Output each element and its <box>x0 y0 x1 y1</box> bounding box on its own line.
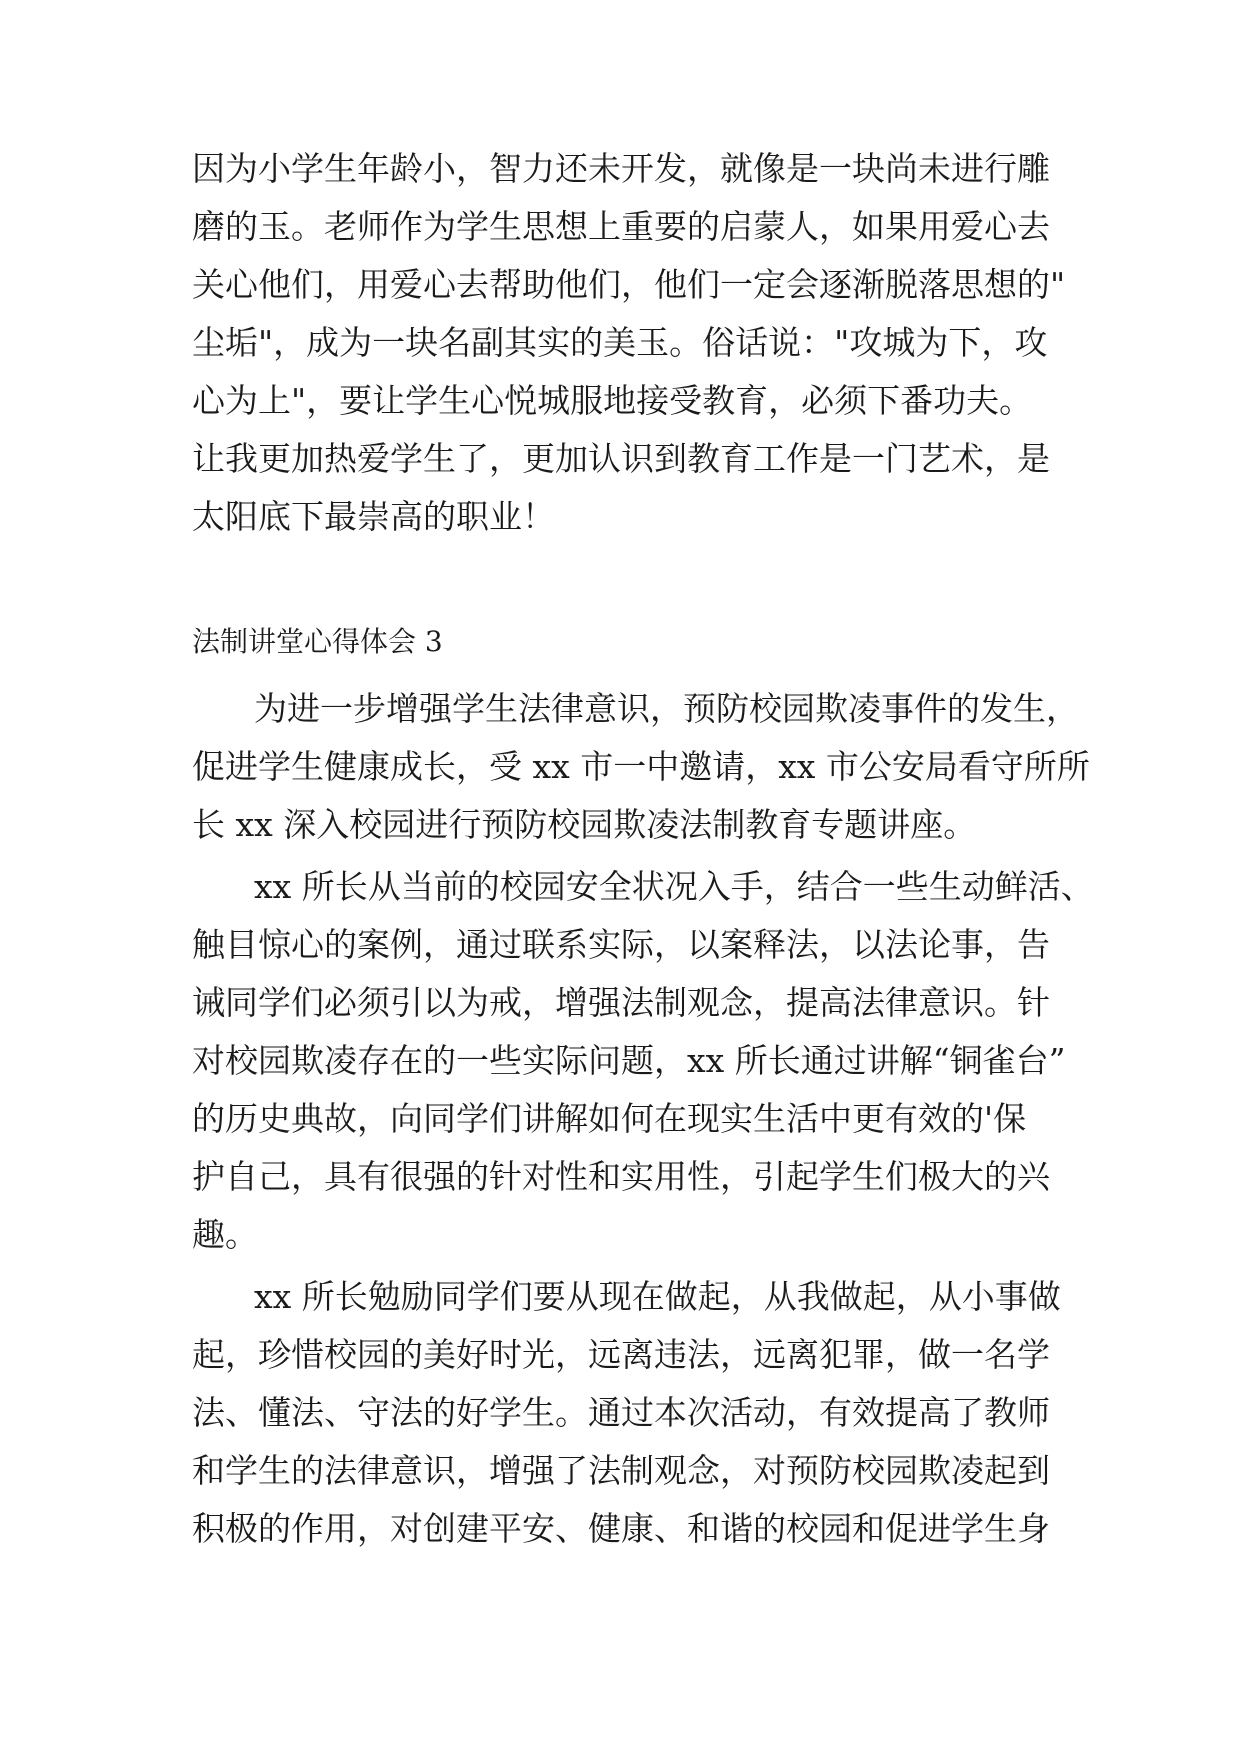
text-line: xx 所长勉励同学们要从现在做起，从我做起，从小事做 <box>254 1277 1061 1316</box>
text-line: 诫同学们必须引以为戒，增强法制观念，提高法律意识。针 <box>192 983 1050 1022</box>
text-line: 让我更加热爱学生了，更加认识到教育工作是一门艺术，是 <box>192 439 1050 478</box>
text-line: 为进一步增强学生法律意识，预防校园欺凌事件的发生， <box>254 689 1079 728</box>
text-line: 起，珍惜校园的美好时光，远离违法，远离犯罪，做一名学 <box>192 1335 1050 1374</box>
text-line: 积极的作用，对创建平安、健康、和谐的校园和促进学生身 <box>192 1509 1050 1548</box>
text-line: 关心他们，用爱心去帮助他们，他们一定会逐渐脱落思想的" <box>192 265 1066 304</box>
text-line: 尘垢"，成为一块名副其实的美玉。俗话说："攻城为下，攻 <box>192 323 1048 362</box>
section-title: 法制讲堂心得体会 3 <box>192 625 443 658</box>
text-line: 长 xx 深入校园进行预防校园欺凌法制教育专题讲座。 <box>192 805 977 844</box>
text-line: 磨的玉。老师作为学生思想上重要的启蒙人，如果用爱心去 <box>192 207 1050 246</box>
text-line: xx 所长从当前的校园安全状况入手，结合一些生动鲜活、 <box>254 867 1094 906</box>
text-line: 促进学生健康成长，受 xx 市一中邀请，xx 市公安局看守所所 <box>192 747 1090 786</box>
text-line: 心为上"，要让学生心悦城服地接受教育，必须下番功夫。 <box>192 381 1033 420</box>
text-line: 的历史典故，向同学们讲解如何在现实生活中更有效的'保 <box>192 1099 1027 1138</box>
text-line: 太阳底下最崇高的职业！ <box>192 497 555 536</box>
text-line: 触目惊心的案例，通过联系实际，以案释法，以法论事，告 <box>192 925 1050 964</box>
text-line: 护自己，具有很强的针对性和实用性，引起学生们极大的兴 <box>192 1157 1050 1196</box>
text-line: 趣。 <box>192 1215 258 1254</box>
text-line: 和学生的法律意识，增强了法制观念，对预防校园欺凌起到 <box>192 1451 1050 1490</box>
text-line: 对校园欺凌存在的一些实际问题，xx 所长通过讲解“铜雀台” <box>192 1041 1066 1080</box>
text-line: 法、懂法、守法的好学生。通过本次活动，有效提高了教师 <box>192 1393 1050 1432</box>
text-line: 因为小学生年龄小，智力还未开发，就像是一块尚未进行雕 <box>192 149 1050 188</box>
